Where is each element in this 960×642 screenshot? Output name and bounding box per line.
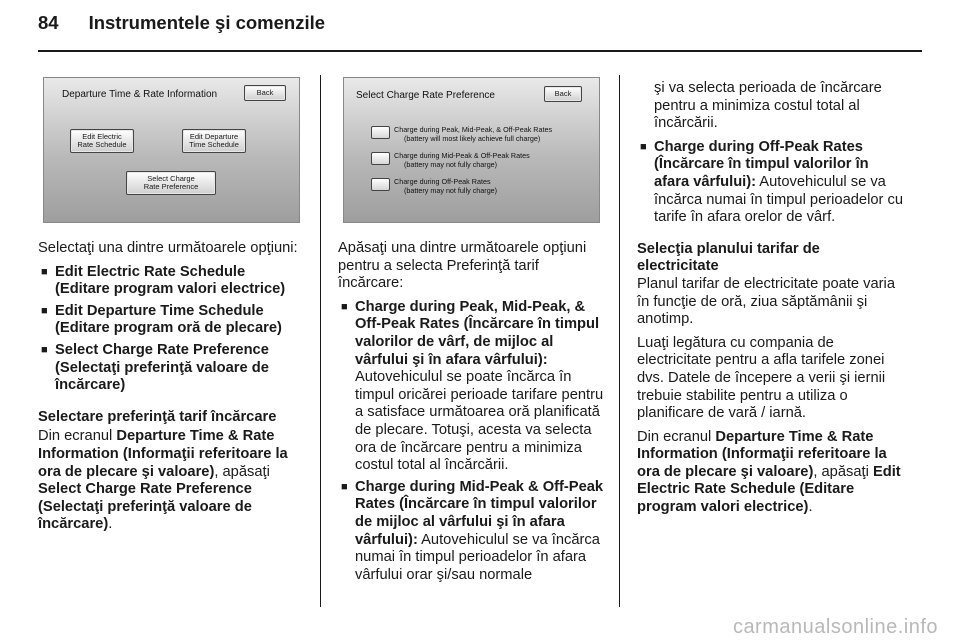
screen-title: Departure Time & Rate Information: [62, 89, 218, 100]
paragraph: Luaţi legătura cu compania de electricitate pentru a afla tarifele zonei dvs. Datele de începere a verii şi iernii trebuie stabilite pentru a utiliza o planificare de vară / iarnă.: [637, 334, 886, 422]
intro-text: Selectaţi una dintre următoarele opţiuni:: [38, 240, 298, 256]
list-item: ■ Select Charge Rate Preference (Selectaţi preferinţă valoare de încărcare): [38, 342, 300, 395]
page-header: [38, 12, 325, 34]
page-title: Instrumentele şi comenzile: [88, 12, 326, 33]
header-rule: [38, 50, 922, 52]
back-button[interactable]: Back: [244, 85, 286, 101]
list-item: ■ Edit Electric Rate Schedule (Editare program valori electrice): [38, 264, 300, 299]
button-label-line1: Edit Electric: [82, 131, 122, 141]
option-off-peak-label: Charge during Off-Peak Rates (battery may not fully charge): [394, 177, 498, 195]
list-item: ■ Charge during Peak, Mid-Peak, & Off-Peak Rates (Încărcare în timpul valorilor de vârf, de mijloc al vârfului şi în afara vârfului): Autovehiculul se poate încărca în timpul oricărei perioade tarifare pentru a satisface următoarea oră planificată de plecare. Totuşi, acesta va selecta ora de încărcare pentru a minimiza costul total al încărcării.: [338, 299, 604, 475]
options-list: [38, 264, 300, 395]
list-item: ■ Charge during Off-Peak Rates (Încărcare în timpul valorilor în afara vârfului): Autovehiculul se va încărca numai în timpul perioadelor cu tarife în afara orelor de vârf.: [637, 139, 905, 227]
options-list: [637, 139, 905, 227]
button-label-line2: Rate Schedule: [77, 140, 127, 149]
column-divider-2: [619, 75, 620, 607]
option-peak-checkbox[interactable]: [371, 126, 390, 139]
options-list: [338, 299, 604, 585]
button-label-line1: Select Charge: [147, 173, 195, 183]
list-continuation: şi va selecta perioada de încărcare pentru a minimiza costul total al încărcării.: [654, 80, 882, 132]
screen-title: Select Charge Rate Preference: [356, 90, 495, 101]
button-label-line2: Rate Preference: [143, 182, 199, 191]
paragraph: Planul tarifar de electricitate poate varia în funcţie de oră, ziua săptămânii şi anotimp.: [637, 275, 895, 328]
column-3: [637, 80, 905, 523]
paragraph: Din ecranul Departure Time & Rate Information (Informaţii referitoare la ora de plecare şi valoare), apăsaţi Edit Electric Rate Schedule (Editare program valori electrice).: [637, 428, 901, 516]
watermark: carmanualsonline.info: [732, 616, 938, 638]
button-label-line1: Edit Departure: [189, 131, 239, 141]
section-heading: Selectare preferinţă tarif încărcare: [38, 408, 277, 425]
edit-electric-rate-schedule-button[interactable]: [70, 129, 134, 153]
intro-text: Apăsaţi una dintre următoarele opţiuni pentru a selecta Preferinţă tarif încărcare:: [338, 240, 587, 292]
column-divider-1: [320, 75, 321, 607]
section-heading: Selecţia planului tarifar de electricitate: [637, 240, 820, 275]
edit-departure-time-schedule-button[interactable]: [182, 129, 246, 153]
screen-departure-time-rate-info: [43, 77, 300, 223]
button-label-line2: Time Schedule: [189, 140, 239, 149]
column-1: [38, 240, 300, 540]
option-off-peak-checkbox[interactable]: [371, 178, 390, 191]
select-charge-rate-preference-button[interactable]: [126, 171, 216, 195]
option-mid-peak-label: Charge during Mid-Peak & Off-Peak Rates (battery may not fully charge): [394, 151, 530, 169]
list-item: ■ Edit Departure Time Schedule (Editare program oră de plecare): [38, 303, 300, 338]
back-button[interactable]: Back: [544, 86, 582, 102]
list-item: ■ Charge during Mid-Peak & Off-Peak Rates (Încărcare în timpul valorilor de mijloc al vârfului şi în afara vârfului): Autovehiculul se va încărca numai în timpul perioadelor în afara vârfului orar şi/sau normale: [338, 479, 604, 585]
option-peak-label: Charge during Peak, Mid-Peak, & Off-Peak Rates (battery will most likely achieve full charge): [394, 125, 553, 143]
page-number: 84: [38, 12, 59, 33]
column-2: [338, 240, 604, 590]
paragraph: Din ecranul Departure Time & Rate Information (Informaţii referitoare la ora de plecare şi valoare), apăsaţi Select Charge Rate Preference (Selectaţi preferinţă valoare de încărcare).: [38, 428, 288, 533]
screen-select-charge-rate-preference: [343, 77, 600, 223]
option-mid-peak-checkbox[interactable]: [371, 152, 390, 165]
